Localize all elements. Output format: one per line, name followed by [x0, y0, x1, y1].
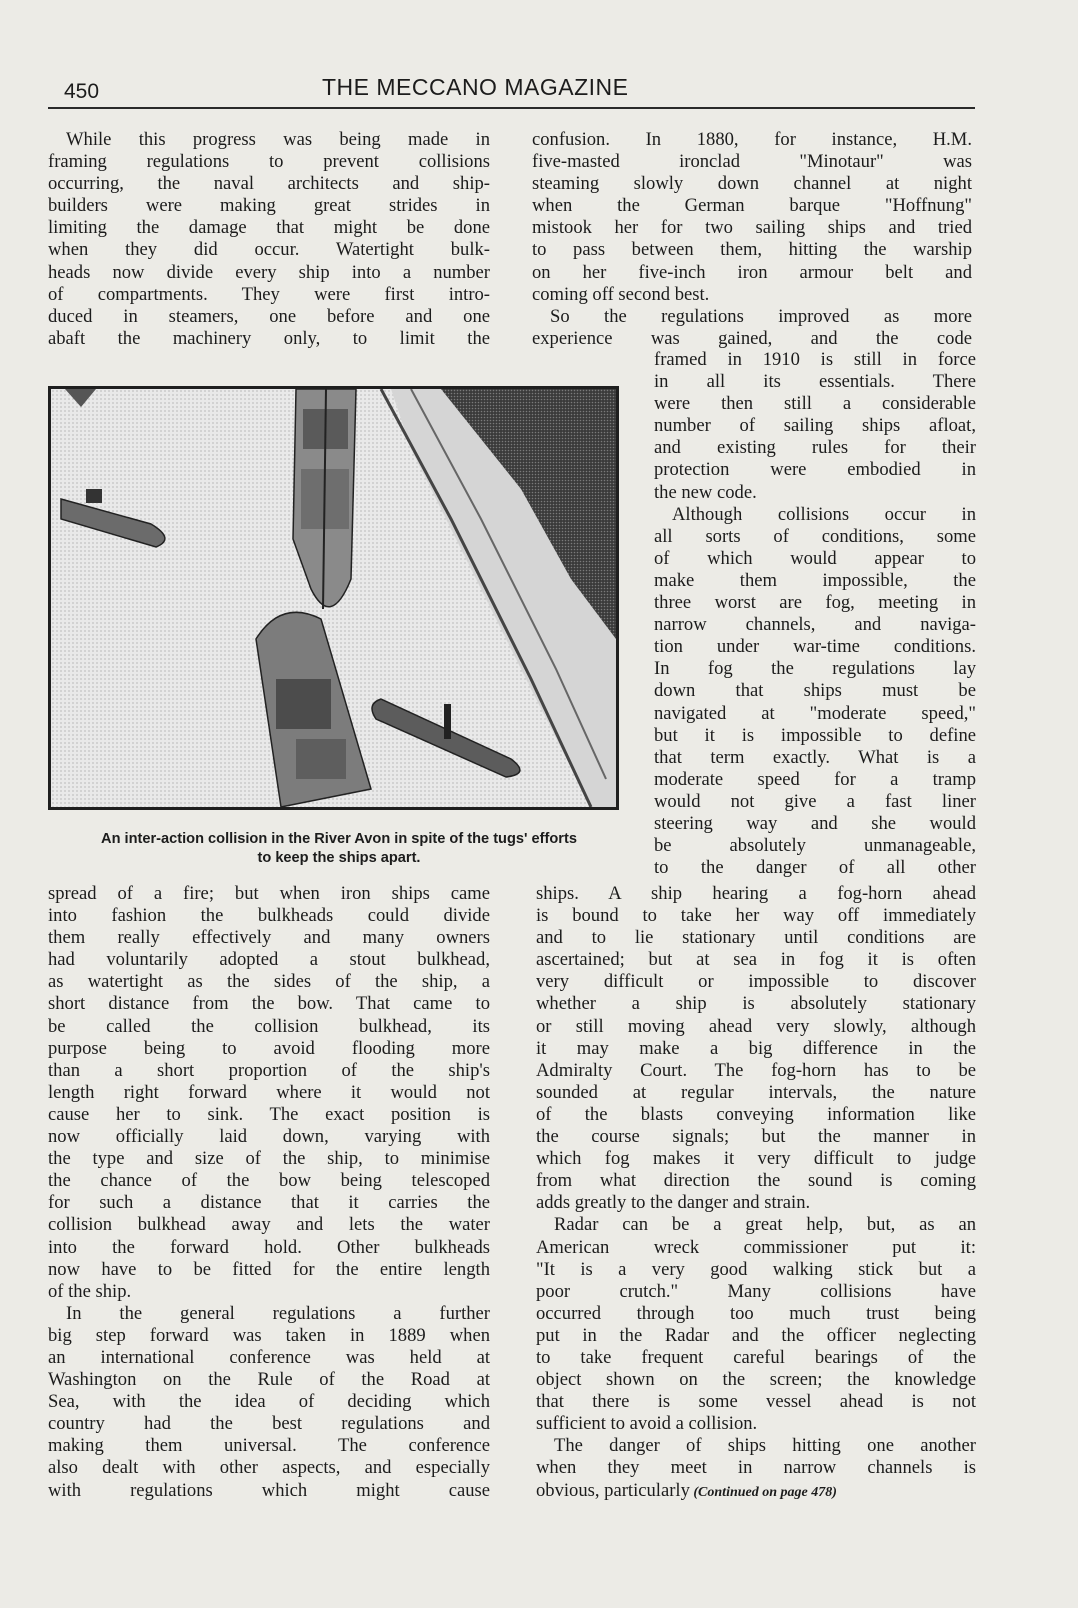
text-line: ascertained; but at sea in fog it is often [536, 949, 976, 971]
text-line: narrow channels, and naviga- [654, 614, 976, 636]
text-line: than a short proportion of the ship's [48, 1059, 490, 1081]
right-column-top-text [532, 129, 972, 350]
text-line: put in the Radar and the officer neglecting [536, 1324, 976, 1346]
text-line: So the regulations improved as more [550, 305, 972, 327]
text-line: framing regulations to prevent collisions [48, 151, 490, 173]
text-line: Radar can be a great help, but, as an [554, 1214, 976, 1236]
text-line: make them impossible, the [654, 569, 976, 591]
text-line: or still moving ahead very slowly, although [536, 1015, 976, 1037]
text-line: into the forward hold. Other bulkheads [48, 1236, 490, 1258]
text-line: which fog makes it very difficult to judge [536, 1148, 976, 1170]
text-line: navigated at "moderate speed," [654, 702, 976, 724]
text-line: and to lie stationary until conditions are [536, 927, 976, 949]
left-column-bottom-text [48, 883, 490, 1502]
text-line: tion under war-time conditions. [654, 636, 976, 658]
river-avon-photograph [48, 386, 619, 810]
text-line: of the ship. [48, 1280, 132, 1302]
text-line: were then still a considerable [654, 393, 976, 415]
caption-line-1: An inter-action collision in the River Avon in spite of the tugs' efforts [101, 831, 577, 847]
text-line: is bound to take her way off immediately [536, 905, 976, 927]
text-line: now have to be fitted for the entire length [48, 1258, 490, 1280]
text-line: to take frequent careful bearings of the [536, 1346, 976, 1368]
text-line: that term exactly. What is a [654, 746, 976, 768]
text-line: the type and size of the ship, to minimise [48, 1148, 490, 1170]
text-line: protection were embodied in [654, 459, 976, 481]
text-line: would not give a fast liner [654, 790, 976, 812]
text-line: into fashion the bulkheads could divide [48, 905, 490, 927]
text-line: obvious, particularly (Continued on page 478) [536, 1479, 837, 1501]
text-line: but it is impossible to define [654, 724, 976, 746]
text-line: cause her to sink. The exact position is [48, 1103, 490, 1125]
text-line: heads now divide every ship into a number [48, 261, 490, 283]
text-line: making them universal. The conference [48, 1435, 490, 1457]
text-line: steaming slowly down channel at night [532, 173, 972, 195]
text-line: with regulations which might cause [48, 1479, 490, 1501]
text-line: occurring, the naval architects and ship- [48, 173, 490, 195]
text-line: all sorts of conditions, some [654, 525, 976, 547]
text-line: mistook her for two sailing ships and tried [532, 217, 972, 239]
text-line: collision bulkhead away and lets the water [48, 1214, 490, 1236]
text-line: and existing rules for their [654, 437, 976, 459]
text-line: to the danger of all other [654, 857, 976, 879]
ships-collision-photo [51, 389, 616, 807]
continuation-note: (Continued on page 478) [689, 1484, 837, 1500]
text-line: for such a distance that it carries the [48, 1192, 490, 1214]
text-line: The danger of ships hitting one another [554, 1435, 976, 1457]
text-line: be called the collision bulkhead, its [48, 1015, 490, 1037]
text-line: to pass between them, hitting the warship [532, 239, 972, 261]
text-line: coming off second best. [532, 283, 710, 305]
text-line: length right forward where it would not [48, 1081, 490, 1103]
text-line: on her five-inch iron armour belt and [532, 261, 972, 283]
text-line: as watertight as the sides of the ship, a [48, 971, 490, 993]
left-column-top-text [48, 129, 490, 350]
text-line: Washington on the Rule of the Road at [48, 1369, 490, 1391]
text-line: occurred through too much trust being [536, 1302, 976, 1324]
text-line: an international conference was held at [48, 1346, 490, 1368]
caption-line-2: to keep the ships apart. [257, 850, 421, 866]
text-line: American wreck commissioner put it: [536, 1236, 976, 1258]
text-line: down that ships must be [654, 680, 976, 702]
text-line: them really effectively and many owners [48, 927, 490, 949]
text-line: purpose being to avoid flooding more [48, 1037, 490, 1059]
magazine-title: THE MECCANO MAGAZINE [322, 74, 629, 100]
text-line: of compartments. They were first intro- [48, 283, 490, 305]
text-line: whether a ship is absolutely stationary [536, 993, 976, 1015]
text-line: it may make a big difference in the [536, 1037, 976, 1059]
right-column-bottom-text [536, 883, 976, 1502]
text-line: abaft the machinery only, to limit the [48, 327, 490, 349]
text-line: three worst are fog, meeting in [654, 592, 976, 614]
text-line: the course signals; but the manner in [536, 1126, 976, 1148]
text-line: now officially laid down, varying with [48, 1126, 490, 1148]
figure-caption [48, 830, 630, 868]
text-line: poor crutch." Many collisions have [536, 1280, 976, 1302]
right-column-narrow-text [654, 349, 976, 879]
text-line: confusion. In 1880, for instance, H.M. [532, 129, 972, 150]
text-line: spread of a fire; but when iron ships came [48, 883, 490, 904]
text-line: from what direction the sound is coming [536, 1170, 976, 1192]
text-line: experience was gained, and the code [532, 327, 972, 349]
text-line: builders were making great strides in [48, 195, 490, 217]
page-number: 450 [64, 80, 100, 103]
text-line: steering way and she would [654, 812, 976, 834]
text-line: country had the best regulations and [48, 1413, 490, 1435]
text-line: "It is a very good walking stick but a [536, 1258, 976, 1280]
text-line: when they meet in narrow channels is [536, 1457, 976, 1479]
text-line: In fog the regulations lay [654, 658, 976, 680]
text-line: object shown on the screen; the knowledge [536, 1369, 976, 1391]
text-line: when the German barque "Hoffnung" [532, 195, 972, 217]
text-line: sounded at regular intervals, the nature [536, 1081, 976, 1103]
text-line: very difficult or impossible to discover [536, 971, 976, 993]
text-line: While this progress was being made in [66, 129, 490, 150]
header-rule [48, 107, 975, 109]
text-line: be absolutely unmanageable, [654, 835, 976, 857]
text-line: ships. A ship hearing a fog-horn ahead [536, 883, 976, 904]
text-line: in all its essentials. There [654, 371, 976, 393]
text-line: when they did occur. Watertight bulk- [48, 239, 490, 261]
text-line: Sea, with the idea of deciding which [48, 1391, 490, 1413]
text-line: that there is some vessel ahead is not [536, 1391, 976, 1413]
text-line: of the blasts conveying information like [536, 1103, 976, 1125]
text-line: big step forward was taken in 1889 when [48, 1324, 490, 1346]
text-line: moderate speed for a tramp [654, 768, 976, 790]
text-line: framed in 1910 is still in force [654, 349, 976, 370]
text-line: limiting the damage that might be done [48, 217, 490, 239]
text-line: the chance of the bow being telescoped [48, 1170, 490, 1192]
text-line: adds greatly to the danger and strain. [536, 1192, 811, 1214]
text-line: five-masted ironclad "Minotaur" was [532, 151, 972, 173]
text-line: number of sailing ships afloat, [654, 415, 976, 437]
text-line: In the general regulations a further [66, 1302, 490, 1324]
text-line: sufficient to avoid a collision. [536, 1413, 758, 1435]
text-line: had voluntarily adopted a stout bulkhead, [48, 949, 490, 971]
text-line: Admiralty Court. The fog-horn has to be [536, 1059, 976, 1081]
text-line: of which would appear to [654, 547, 976, 569]
text-line: also dealt with other aspects, and especially [48, 1457, 490, 1479]
text-line: Although collisions occur in [672, 503, 976, 525]
text-line: short distance from the bow. That came to [48, 993, 490, 1015]
text-line: the new code. [654, 481, 757, 503]
text-line: duced in steamers, one before and one [48, 305, 490, 327]
